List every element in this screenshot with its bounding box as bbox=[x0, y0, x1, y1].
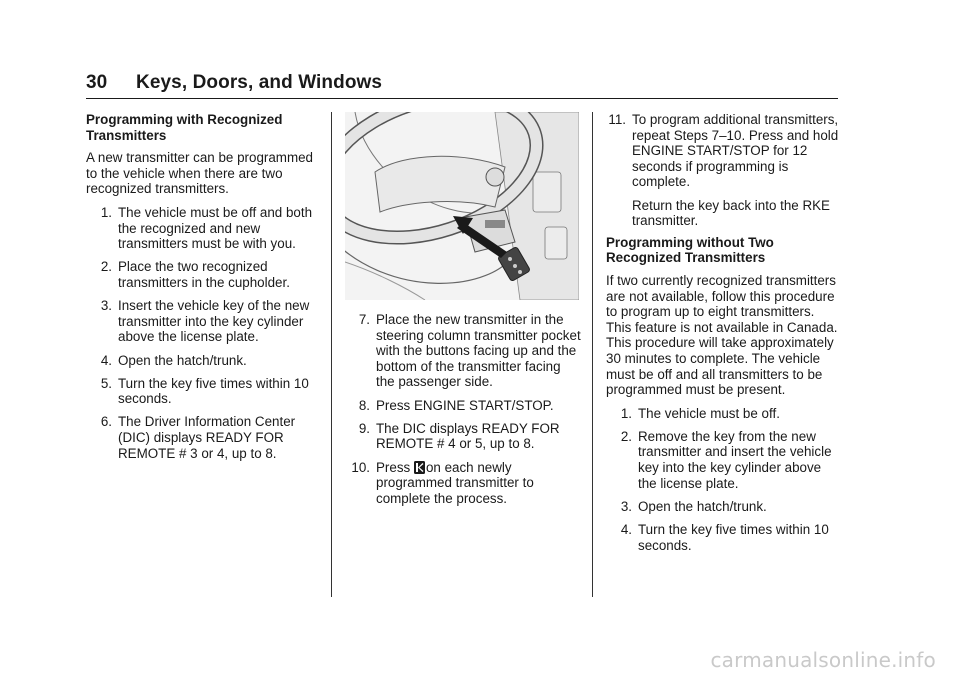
list-item: 6. The Driver Information Center (DIC) displays READY FOR REMOTE # 3 or 4, up to 8. bbox=[100, 414, 296, 461]
list-item: 2. Place the two recognized transmitters in the cupholder. bbox=[100, 259, 290, 290]
list-item: 10. Press on each newly programmed transmitter to complete the process. bbox=[351, 459, 534, 506]
list-item: 3. Open the hatch/trunk. bbox=[620, 498, 767, 514]
list-item: 11. To program additional transmitters, repeat Steps 7–10. Press and hold ENGINE START/STOP for 12 seconds if programming is complete. Return the key back into the RKE transmitter. bbox=[608, 112, 839, 229]
column-1 bbox=[86, 112, 314, 469]
section-title: Keys, Doors, and Windows bbox=[136, 72, 383, 93]
header-rule bbox=[86, 98, 838, 99]
list-item: 1. The vehicle must be off. bbox=[620, 405, 780, 421]
section-heading: Programming with Recognized Transmitters bbox=[86, 112, 283, 143]
list-item: 1. The vehicle must be off and both the recognized and new transmitters must be with you. bbox=[100, 204, 313, 252]
list-item: 9. The DIC displays READY FOR REMOTE # 4 or 5, up to 8. bbox=[358, 420, 560, 452]
page-header bbox=[86, 72, 382, 94]
section-heading: Programming without Two Recognized Transmitters bbox=[606, 234, 774, 266]
list-item: 2. Remove the key from the new transmitter and insert the vehicle key into the key cylinder above the license plate. bbox=[620, 428, 832, 491]
column-divider bbox=[592, 112, 593, 597]
list-item: 7. Place the new transmitter in the steering column transmitter pocket with the buttons facing up and the bottom of the transmitter facing the passenger side. bbox=[358, 312, 581, 390]
column-divider bbox=[331, 112, 332, 597]
intro-paragraph: If two currently recognized transmitters are not available, follow this procedure to program up to eight transmitters. This feature is not available in Canada. This procedure will take approximately 30 minutes to complete. The vehicle must be off and all transmitters to be programmed must be present. bbox=[606, 272, 838, 398]
watermark: carmanualsonline.info bbox=[710, 648, 936, 672]
column-2 bbox=[342, 312, 582, 514]
column-3 bbox=[606, 112, 840, 561]
list-item: 4. Open the hatch/trunk. bbox=[100, 352, 247, 368]
steering-column-illustration bbox=[345, 112, 579, 300]
list-item: 8. Press ENGINE START/STOP. bbox=[358, 397, 554, 413]
page-number: 30 bbox=[86, 72, 108, 93]
key-fob-icon bbox=[414, 461, 425, 474]
intro-paragraph: A new transmitter can be programmed to the vehicle when there are two recognized transmitters. bbox=[86, 150, 313, 197]
list-item: 5. Turn the key five times within 10 seconds. bbox=[100, 375, 309, 407]
list-item: 4. Turn the key five times within 10 seconds. bbox=[620, 522, 829, 553]
list-item: 3. Insert the vehicle key of the new transmitter into the key cylinder above the license plate. bbox=[100, 298, 310, 345]
